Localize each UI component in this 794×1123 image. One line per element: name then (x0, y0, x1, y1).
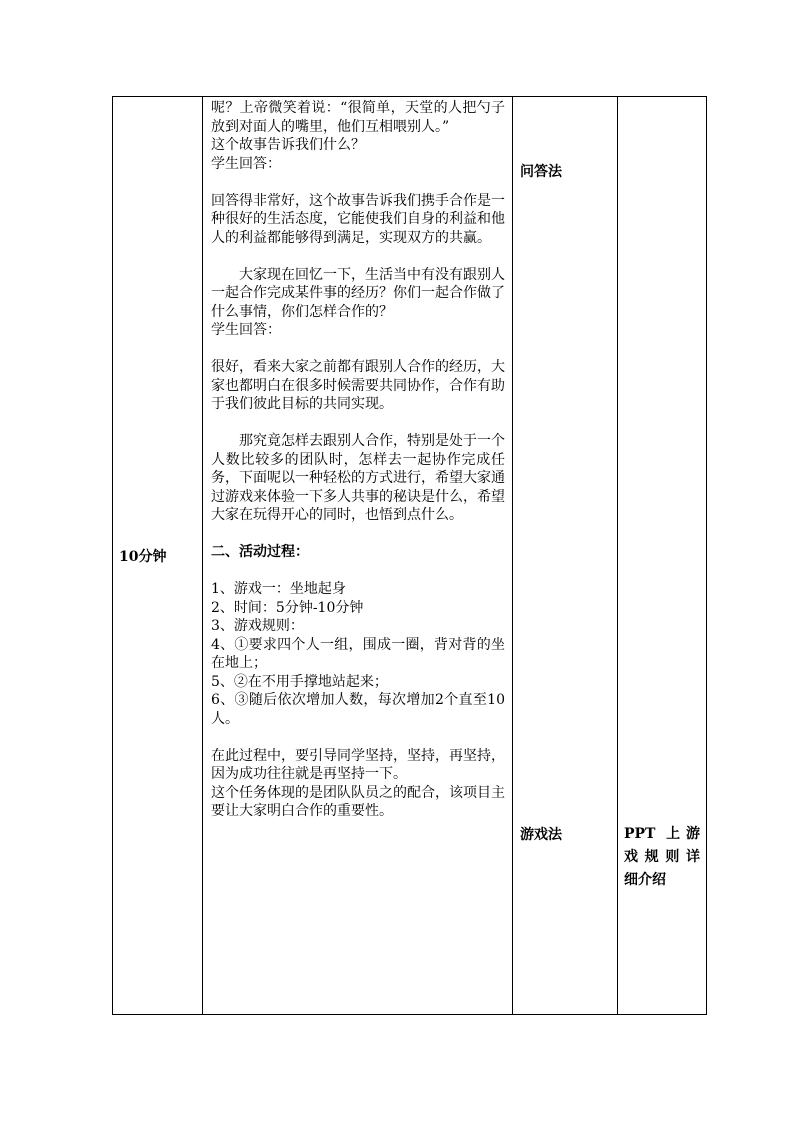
blank-line (211, 340, 505, 359)
time-label: 10分钟 (119, 548, 167, 565)
blank-line (211, 562, 505, 581)
ppt-note-line: 戏规则详 (624, 849, 700, 865)
paragraph: 2、时间：5分钟-10分钟 (211, 599, 364, 616)
paragraph: 在此过程中，要引导同学坚持，坚持，再坚持，因为成功往往就是再坚持一下。 (211, 747, 505, 782)
paragraph: 3、游戏规则： (211, 618, 304, 634)
paragraph: 回答得非常好，这个故事告诉我们携手合作是一种很好的生活态度，它能使我们自身的利益和他人的利益都能够得到满足，实现双方的共赢。 (211, 192, 505, 246)
paragraph: 5、②在不用手撑地站起来； (211, 673, 388, 690)
ppt-note-line: PPT 上游 (624, 826, 700, 842)
blank-line (211, 728, 505, 747)
blank-line (211, 414, 505, 433)
paragraph: 很好，看来大家之前都有跟别人合作的经历，大家也都明白在很多时候需要共同协作，合作有助于我们彼此目标的共同实现。 (211, 359, 505, 412)
time-cell (113, 97, 203, 1015)
paragraph: 6、③随后依次增加人数，每次增加2个直至10人。 (211, 692, 505, 727)
section-heading: 二、活动过程： (211, 544, 309, 560)
blank-line (211, 247, 505, 266)
paragraph: 学生回答： (211, 155, 281, 172)
table-row (113, 97, 707, 1015)
ppt-note (624, 823, 700, 892)
paragraph: 这个故事告诉我们什么？ (211, 137, 365, 153)
method-game: 游戏法 (520, 827, 562, 843)
method-cell (513, 97, 618, 1015)
method-qa: 问答法 (520, 164, 562, 180)
paragraph: 大家现在回忆一下，生活当中有没有跟别人一起合作完成某件事的经历？你们一起合作做了什么事情，你们怎样合作的？ (211, 266, 505, 320)
paragraph: 4、①要求四个人一组，围成一圈，背对背的坐在地上； (211, 636, 505, 671)
note-cell (618, 97, 707, 1015)
paragraph: 这个任务体现的是团队队员之的配合，该项目主要让大家明白合作的重要性。 (211, 784, 505, 819)
paragraph: 那究竟怎样去跟别人合作，特别是处于一个人数比较多的团队时，怎样去一起协作完成任务，下面呢以一种轻松的方式进行，希望大家通过游戏来体验一下多人共事的秘诀是什么，希望大家在玩得开心的同时，也悟到点什么。 (211, 433, 505, 523)
ppt-note-line: 细介绍 (624, 872, 666, 888)
content-cell (203, 97, 513, 1015)
lesson-plan-table (112, 96, 707, 1015)
lesson-content (203, 97, 512, 821)
blank-line (211, 173, 505, 192)
paragraph: 1、游戏一：坐地起身 (211, 581, 346, 597)
blank-line (211, 525, 505, 544)
paragraph: 学生回答： (211, 322, 281, 338)
paragraph: 呢？上帝微笑着说：“很简单，天堂的人把勺子放到对面人的嘴里，他们互相喂别人。” (211, 100, 505, 135)
